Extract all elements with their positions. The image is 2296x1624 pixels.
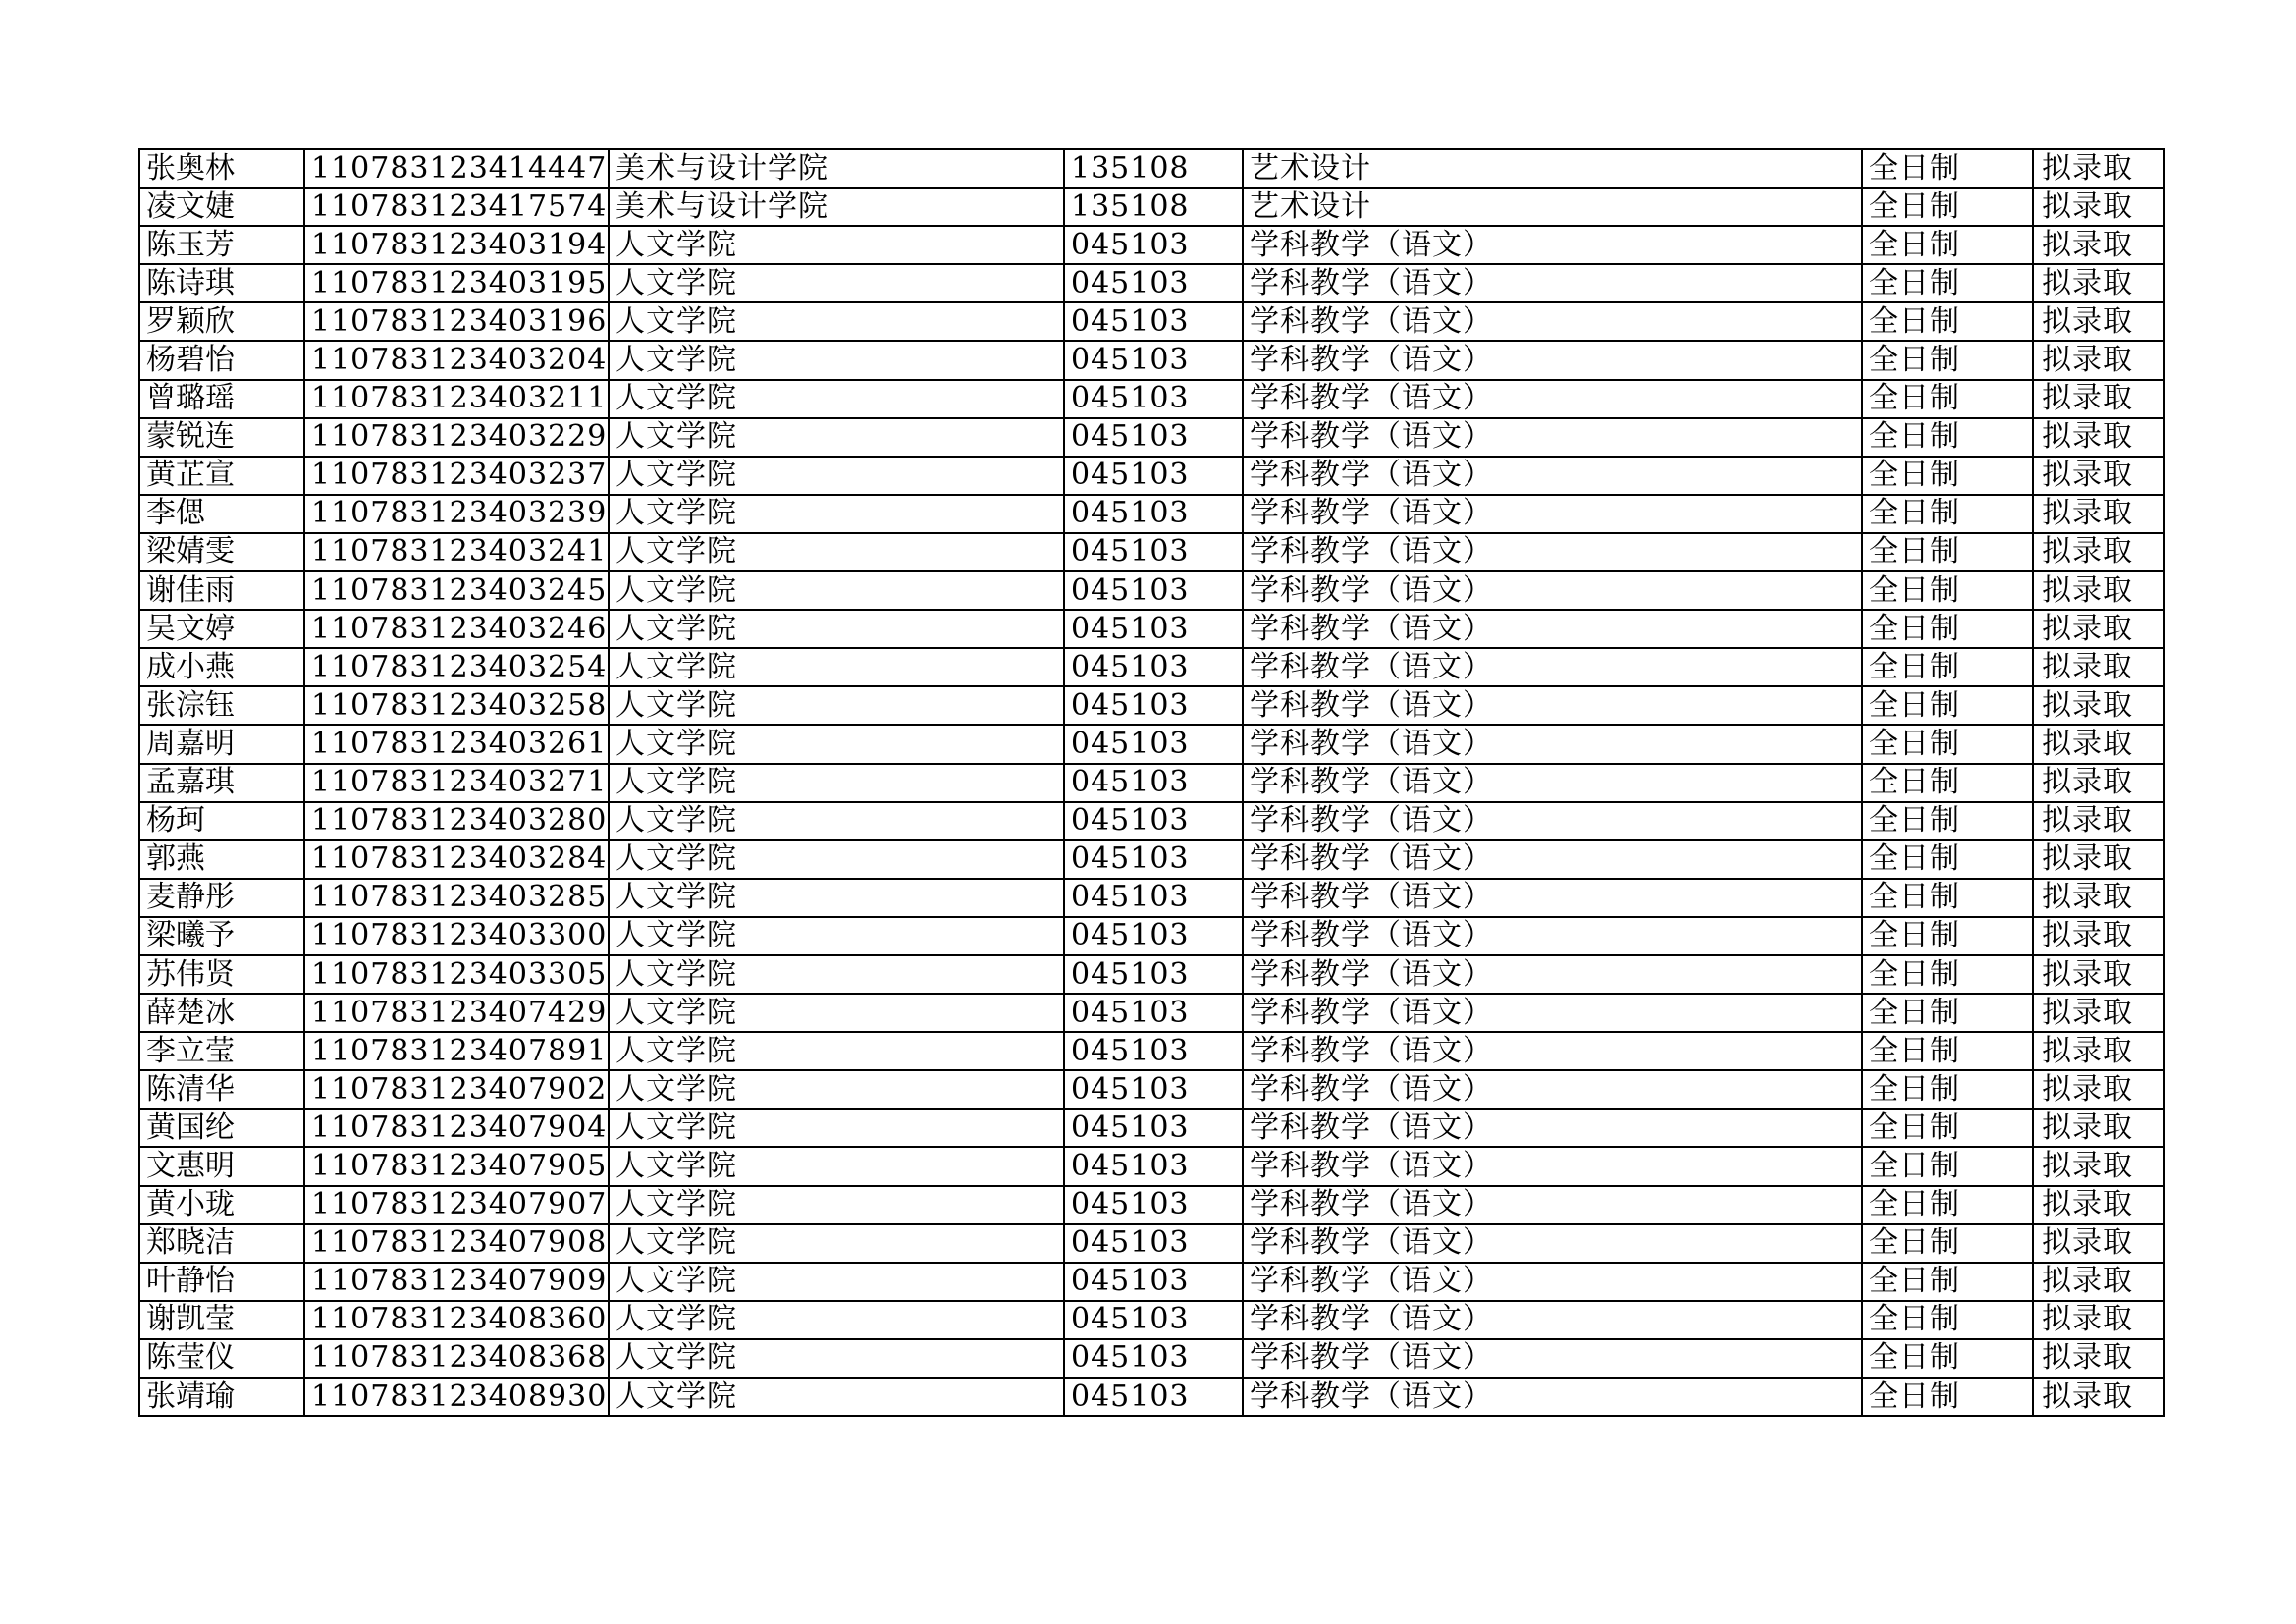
student-name-cell: 梁曦予 (139, 917, 304, 955)
major-name-cell: 学科教学（语文） (1243, 840, 1862, 879)
college-cell: 人文学院 (609, 1378, 1064, 1416)
study-mode-cell: 全日制 (1862, 1109, 2033, 1147)
major-name-cell: 艺术设计 (1243, 188, 1862, 226)
table-row (139, 1301, 2164, 1339)
major-code-cell: 045103 (1064, 302, 1243, 341)
college-cell: 人文学院 (609, 610, 1064, 648)
admission-list-sheet (138, 148, 2163, 1417)
table-row (139, 1109, 2164, 1147)
major-code-cell: 045103 (1064, 1263, 1243, 1301)
student-name-cell: 曾璐瑶 (139, 380, 304, 418)
major-name-cell: 学科教学（语文） (1243, 610, 1862, 648)
college-cell: 人文学院 (609, 648, 1064, 686)
candidate-number-cell: 110783123403246 (304, 610, 609, 648)
admission-status-cell: 拟录取 (2033, 610, 2164, 648)
major-name-cell: 学科教学（语文） (1243, 917, 1862, 955)
major-name-cell: 学科教学（语文） (1243, 533, 1862, 571)
table-row (139, 1032, 2164, 1070)
study-mode-cell: 全日制 (1862, 840, 2033, 879)
study-mode-cell: 全日制 (1862, 879, 2033, 917)
major-name-cell: 学科教学（语文） (1243, 725, 1862, 763)
study-mode-cell: 全日制 (1862, 1147, 2033, 1185)
candidate-number-cell: 110783123407891 (304, 1032, 609, 1070)
study-mode-cell: 全日制 (1862, 264, 2033, 302)
major-code-cell: 045103 (1064, 686, 1243, 725)
study-mode-cell: 全日制 (1862, 1339, 2033, 1378)
candidate-number-cell: 110783123414447 (304, 149, 609, 188)
college-cell: 人文学院 (609, 495, 1064, 533)
major-code-cell: 045103 (1064, 955, 1243, 994)
student-name-cell: 张淙钰 (139, 686, 304, 725)
admission-status-cell: 拟录取 (2033, 302, 2164, 341)
table-row (139, 1339, 2164, 1378)
study-mode-cell: 全日制 (1862, 457, 2033, 495)
student-name-cell: 陈玉芳 (139, 226, 304, 264)
table-body (139, 149, 2164, 1416)
college-cell: 人文学院 (609, 1224, 1064, 1263)
major-name-cell: 学科教学（语文） (1243, 1109, 1862, 1147)
major-code-cell: 045103 (1064, 226, 1243, 264)
admission-status-cell: 拟录取 (2033, 1339, 2164, 1378)
study-mode-cell: 全日制 (1862, 802, 2033, 840)
college-cell: 人文学院 (609, 1301, 1064, 1339)
table-row (139, 955, 2164, 994)
table-row (139, 495, 2164, 533)
college-cell: 人文学院 (609, 879, 1064, 917)
admission-status-cell: 拟录取 (2033, 840, 2164, 879)
major-name-cell: 学科教学（语文） (1243, 648, 1862, 686)
admission-status-cell: 拟录取 (2033, 1263, 2164, 1301)
college-cell: 人文学院 (609, 264, 1064, 302)
study-mode-cell: 全日制 (1862, 1186, 2033, 1224)
college-cell: 人文学院 (609, 302, 1064, 341)
major-code-cell: 045103 (1064, 648, 1243, 686)
admission-status-cell: 拟录取 (2033, 1186, 2164, 1224)
student-name-cell: 陈莹仪 (139, 1339, 304, 1378)
major-code-cell: 045103 (1064, 457, 1243, 495)
student-name-cell: 陈诗琪 (139, 264, 304, 302)
major-code-cell: 045103 (1064, 495, 1243, 533)
college-cell: 人文学院 (609, 725, 1064, 763)
table-row (139, 571, 2164, 610)
table-row (139, 764, 2164, 802)
table-row (139, 686, 2164, 725)
admission-status-cell: 拟录取 (2033, 188, 2164, 226)
candidate-number-cell: 110783123403245 (304, 571, 609, 610)
candidate-number-cell: 110783123403261 (304, 725, 609, 763)
college-cell: 人文学院 (609, 1109, 1064, 1147)
admission-status-cell: 拟录取 (2033, 955, 2164, 994)
candidate-number-cell: 110783123403204 (304, 341, 609, 379)
admission-status-cell: 拟录取 (2033, 1301, 2164, 1339)
college-cell: 人文学院 (609, 955, 1064, 994)
major-code-cell: 045103 (1064, 341, 1243, 379)
admission-status-cell: 拟录取 (2033, 457, 2164, 495)
candidate-number-cell: 110783123407905 (304, 1147, 609, 1185)
major-code-cell: 045103 (1064, 917, 1243, 955)
college-cell: 美术与设计学院 (609, 188, 1064, 226)
college-cell: 人文学院 (609, 1032, 1064, 1070)
student-name-cell: 吴文婷 (139, 610, 304, 648)
candidate-number-cell: 110783123407907 (304, 1186, 609, 1224)
major-code-cell: 135108 (1064, 149, 1243, 188)
student-name-cell: 谢凯莹 (139, 1301, 304, 1339)
major-name-cell: 学科教学（语文） (1243, 1301, 1862, 1339)
candidate-number-cell: 110783123403285 (304, 879, 609, 917)
candidate-number-cell: 110783123403194 (304, 226, 609, 264)
major-name-cell: 学科教学（语文） (1243, 1147, 1862, 1185)
candidate-number-cell: 110783123403284 (304, 840, 609, 879)
major-code-cell: 045103 (1064, 1339, 1243, 1378)
major-name-cell: 学科教学（语文） (1243, 686, 1862, 725)
student-name-cell: 李立莹 (139, 1032, 304, 1070)
student-name-cell: 成小燕 (139, 648, 304, 686)
table-row (139, 1147, 2164, 1185)
major-code-cell: 045103 (1064, 725, 1243, 763)
major-name-cell: 学科教学（语文） (1243, 1070, 1862, 1109)
study-mode-cell: 全日制 (1862, 1301, 2033, 1339)
table-row (139, 226, 2164, 264)
admission-status-cell: 拟录取 (2033, 764, 2164, 802)
table-row (139, 1186, 2164, 1224)
candidate-number-cell: 110783123407904 (304, 1109, 609, 1147)
student-name-cell: 李偲 (139, 495, 304, 533)
table-row (139, 380, 2164, 418)
major-code-cell: 045103 (1064, 1070, 1243, 1109)
student-name-cell: 凌文婕 (139, 188, 304, 226)
study-mode-cell: 全日制 (1862, 571, 2033, 610)
study-mode-cell: 全日制 (1862, 188, 2033, 226)
admission-status-cell: 拟录取 (2033, 802, 2164, 840)
major-code-cell: 045103 (1064, 1032, 1243, 1070)
admission-status-cell: 拟录取 (2033, 725, 2164, 763)
college-cell: 人文学院 (609, 1263, 1064, 1301)
major-code-cell: 045103 (1064, 533, 1243, 571)
admission-status-cell: 拟录取 (2033, 149, 2164, 188)
student-name-cell: 罗颖欣 (139, 302, 304, 341)
student-name-cell: 梁婧雯 (139, 533, 304, 571)
table-row (139, 302, 2164, 341)
table-row (139, 149, 2164, 188)
candidate-number-cell: 110783123403258 (304, 686, 609, 725)
major-name-cell: 学科教学（语文） (1243, 1186, 1862, 1224)
major-name-cell: 学科教学（语文） (1243, 1032, 1862, 1070)
admission-status-cell: 拟录取 (2033, 1147, 2164, 1185)
major-name-cell: 学科教学（语文） (1243, 302, 1862, 341)
student-name-cell: 张靖瑜 (139, 1378, 304, 1416)
admission-status-cell: 拟录取 (2033, 264, 2164, 302)
study-mode-cell: 全日制 (1862, 994, 2033, 1032)
major-code-cell: 045103 (1064, 764, 1243, 802)
admission-status-cell: 拟录取 (2033, 686, 2164, 725)
candidate-number-cell: 110783123403196 (304, 302, 609, 341)
admission-status-cell: 拟录取 (2033, 533, 2164, 571)
college-cell: 人文学院 (609, 1186, 1064, 1224)
table-row (139, 533, 2164, 571)
study-mode-cell: 全日制 (1862, 764, 2033, 802)
major-code-cell: 045103 (1064, 1378, 1243, 1416)
table-row (139, 840, 2164, 879)
admission-status-cell: 拟录取 (2033, 1378, 2164, 1416)
major-name-cell: 学科教学（语文） (1243, 1263, 1862, 1301)
candidate-number-cell: 110783123407429 (304, 994, 609, 1032)
study-mode-cell: 全日制 (1862, 686, 2033, 725)
student-name-cell: 叶静怡 (139, 1263, 304, 1301)
major-name-cell: 学科教学（语文） (1243, 380, 1862, 418)
major-name-cell: 学科教学（语文） (1243, 264, 1862, 302)
candidate-number-cell: 110783123408930 (304, 1378, 609, 1416)
admission-status-cell: 拟录取 (2033, 418, 2164, 457)
table-row (139, 457, 2164, 495)
admission-status-cell: 拟录取 (2033, 1109, 2164, 1147)
candidate-number-cell: 110783123407908 (304, 1224, 609, 1263)
study-mode-cell: 全日制 (1862, 725, 2033, 763)
study-mode-cell: 全日制 (1862, 648, 2033, 686)
candidate-number-cell: 110783123417574 (304, 188, 609, 226)
candidate-number-cell: 110783123408360 (304, 1301, 609, 1339)
student-name-cell: 陈清华 (139, 1070, 304, 1109)
table-row (139, 1263, 2164, 1301)
major-name-cell: 学科教学（语文） (1243, 955, 1862, 994)
study-mode-cell: 全日制 (1862, 1224, 2033, 1263)
student-name-cell: 黄芷宣 (139, 457, 304, 495)
major-code-cell: 045103 (1064, 418, 1243, 457)
study-mode-cell: 全日制 (1862, 610, 2033, 648)
admission-table (138, 148, 2165, 1417)
student-name-cell: 杨碧怡 (139, 341, 304, 379)
major-name-cell: 学科教学（语文） (1243, 457, 1862, 495)
student-name-cell: 杨珂 (139, 802, 304, 840)
study-mode-cell: 全日制 (1862, 149, 2033, 188)
candidate-number-cell: 110783123403271 (304, 764, 609, 802)
admission-status-cell: 拟录取 (2033, 994, 2164, 1032)
admission-status-cell: 拟录取 (2033, 226, 2164, 264)
major-code-cell: 045103 (1064, 1147, 1243, 1185)
admission-status-cell: 拟录取 (2033, 917, 2164, 955)
college-cell: 人文学院 (609, 802, 1064, 840)
student-name-cell: 谢佳雨 (139, 571, 304, 610)
major-name-cell: 学科教学（语文） (1243, 418, 1862, 457)
college-cell: 美术与设计学院 (609, 149, 1064, 188)
student-name-cell: 张奥林 (139, 149, 304, 188)
study-mode-cell: 全日制 (1862, 533, 2033, 571)
major-name-cell: 学科教学（语文） (1243, 1378, 1862, 1416)
college-cell: 人文学院 (609, 457, 1064, 495)
admission-status-cell: 拟录取 (2033, 341, 2164, 379)
admission-status-cell: 拟录取 (2033, 495, 2164, 533)
major-code-cell: 045103 (1064, 1186, 1243, 1224)
table-row (139, 610, 2164, 648)
college-cell: 人文学院 (609, 533, 1064, 571)
major-name-cell: 学科教学（语文） (1243, 341, 1862, 379)
table-row (139, 341, 2164, 379)
college-cell: 人文学院 (609, 686, 1064, 725)
college-cell: 人文学院 (609, 418, 1064, 457)
study-mode-cell: 全日制 (1862, 380, 2033, 418)
study-mode-cell: 全日制 (1862, 1378, 2033, 1416)
major-code-cell: 045103 (1064, 840, 1243, 879)
student-name-cell: 薛楚冰 (139, 994, 304, 1032)
student-name-cell: 蒙锐连 (139, 418, 304, 457)
college-cell: 人文学院 (609, 840, 1064, 879)
admission-status-cell: 拟录取 (2033, 1224, 2164, 1263)
table-row (139, 994, 2164, 1032)
admission-status-cell: 拟录取 (2033, 380, 2164, 418)
college-cell: 人文学院 (609, 764, 1064, 802)
major-code-cell: 045103 (1064, 1301, 1243, 1339)
study-mode-cell: 全日制 (1862, 955, 2033, 994)
study-mode-cell: 全日制 (1862, 226, 2033, 264)
table-row (139, 418, 2164, 457)
major-name-cell: 学科教学（语文） (1243, 1339, 1862, 1378)
major-name-cell: 学科教学（语文） (1243, 1224, 1862, 1263)
major-code-cell: 135108 (1064, 188, 1243, 226)
candidate-number-cell: 110783123403280 (304, 802, 609, 840)
college-cell: 人文学院 (609, 917, 1064, 955)
table-row (139, 879, 2164, 917)
table-row (139, 264, 2164, 302)
student-name-cell: 苏伟贤 (139, 955, 304, 994)
major-code-cell: 045103 (1064, 879, 1243, 917)
admission-status-cell: 拟录取 (2033, 571, 2164, 610)
major-code-cell: 045103 (1064, 610, 1243, 648)
major-code-cell: 045103 (1064, 380, 1243, 418)
major-name-cell: 学科教学（语文） (1243, 495, 1862, 533)
table-row (139, 917, 2164, 955)
table-row (139, 1070, 2164, 1109)
candidate-number-cell: 110783123408368 (304, 1339, 609, 1378)
major-code-cell: 045103 (1064, 994, 1243, 1032)
candidate-number-cell: 110783123407902 (304, 1070, 609, 1109)
major-name-cell: 学科教学（语文） (1243, 571, 1862, 610)
candidate-number-cell: 110783123403300 (304, 917, 609, 955)
study-mode-cell: 全日制 (1862, 495, 2033, 533)
study-mode-cell: 全日制 (1862, 341, 2033, 379)
table-row (139, 725, 2164, 763)
table-row (139, 1378, 2164, 1416)
major-name-cell: 学科教学（语文） (1243, 879, 1862, 917)
admission-status-cell: 拟录取 (2033, 1032, 2164, 1070)
candidate-number-cell: 110783123403195 (304, 264, 609, 302)
major-code-cell: 045103 (1064, 1224, 1243, 1263)
candidate-number-cell: 110783123403241 (304, 533, 609, 571)
college-cell: 人文学院 (609, 571, 1064, 610)
candidate-number-cell: 110783123403237 (304, 457, 609, 495)
major-code-cell: 045103 (1064, 571, 1243, 610)
study-mode-cell: 全日制 (1862, 917, 2033, 955)
student-name-cell: 郭燕 (139, 840, 304, 879)
study-mode-cell: 全日制 (1862, 1070, 2033, 1109)
major-name-cell: 学科教学（语文） (1243, 994, 1862, 1032)
college-cell: 人文学院 (609, 994, 1064, 1032)
student-name-cell: 郑晓洁 (139, 1224, 304, 1263)
candidate-number-cell: 110783123403254 (304, 648, 609, 686)
student-name-cell: 黄国纶 (139, 1109, 304, 1147)
table-row (139, 648, 2164, 686)
college-cell: 人文学院 (609, 226, 1064, 264)
student-name-cell: 周嘉明 (139, 725, 304, 763)
study-mode-cell: 全日制 (1862, 1263, 2033, 1301)
student-name-cell: 黄小珑 (139, 1186, 304, 1224)
major-name-cell: 学科教学（语文） (1243, 802, 1862, 840)
major-code-cell: 045103 (1064, 1109, 1243, 1147)
table-row (139, 188, 2164, 226)
study-mode-cell: 全日制 (1862, 418, 2033, 457)
table-row (139, 802, 2164, 840)
student-name-cell: 孟嘉琪 (139, 764, 304, 802)
study-mode-cell: 全日制 (1862, 1032, 2033, 1070)
admission-status-cell: 拟录取 (2033, 879, 2164, 917)
college-cell: 人文学院 (609, 341, 1064, 379)
table-row (139, 1224, 2164, 1263)
college-cell: 人文学院 (609, 1147, 1064, 1185)
major-name-cell: 艺术设计 (1243, 149, 1862, 188)
student-name-cell: 麦静彤 (139, 879, 304, 917)
candidate-number-cell: 110783123403211 (304, 380, 609, 418)
college-cell: 人文学院 (609, 380, 1064, 418)
major-name-cell: 学科教学（语文） (1243, 764, 1862, 802)
admission-status-cell: 拟录取 (2033, 1070, 2164, 1109)
major-code-cell: 045103 (1064, 802, 1243, 840)
major-code-cell: 045103 (1064, 264, 1243, 302)
study-mode-cell: 全日制 (1862, 302, 2033, 341)
major-name-cell: 学科教学（语文） (1243, 226, 1862, 264)
student-name-cell: 文惠明 (139, 1147, 304, 1185)
candidate-number-cell: 110783123407909 (304, 1263, 609, 1301)
admission-status-cell: 拟录取 (2033, 648, 2164, 686)
candidate-number-cell: 110783123403239 (304, 495, 609, 533)
candidate-number-cell: 110783123403305 (304, 955, 609, 994)
candidate-number-cell: 110783123403229 (304, 418, 609, 457)
college-cell: 人文学院 (609, 1339, 1064, 1378)
college-cell: 人文学院 (609, 1070, 1064, 1109)
